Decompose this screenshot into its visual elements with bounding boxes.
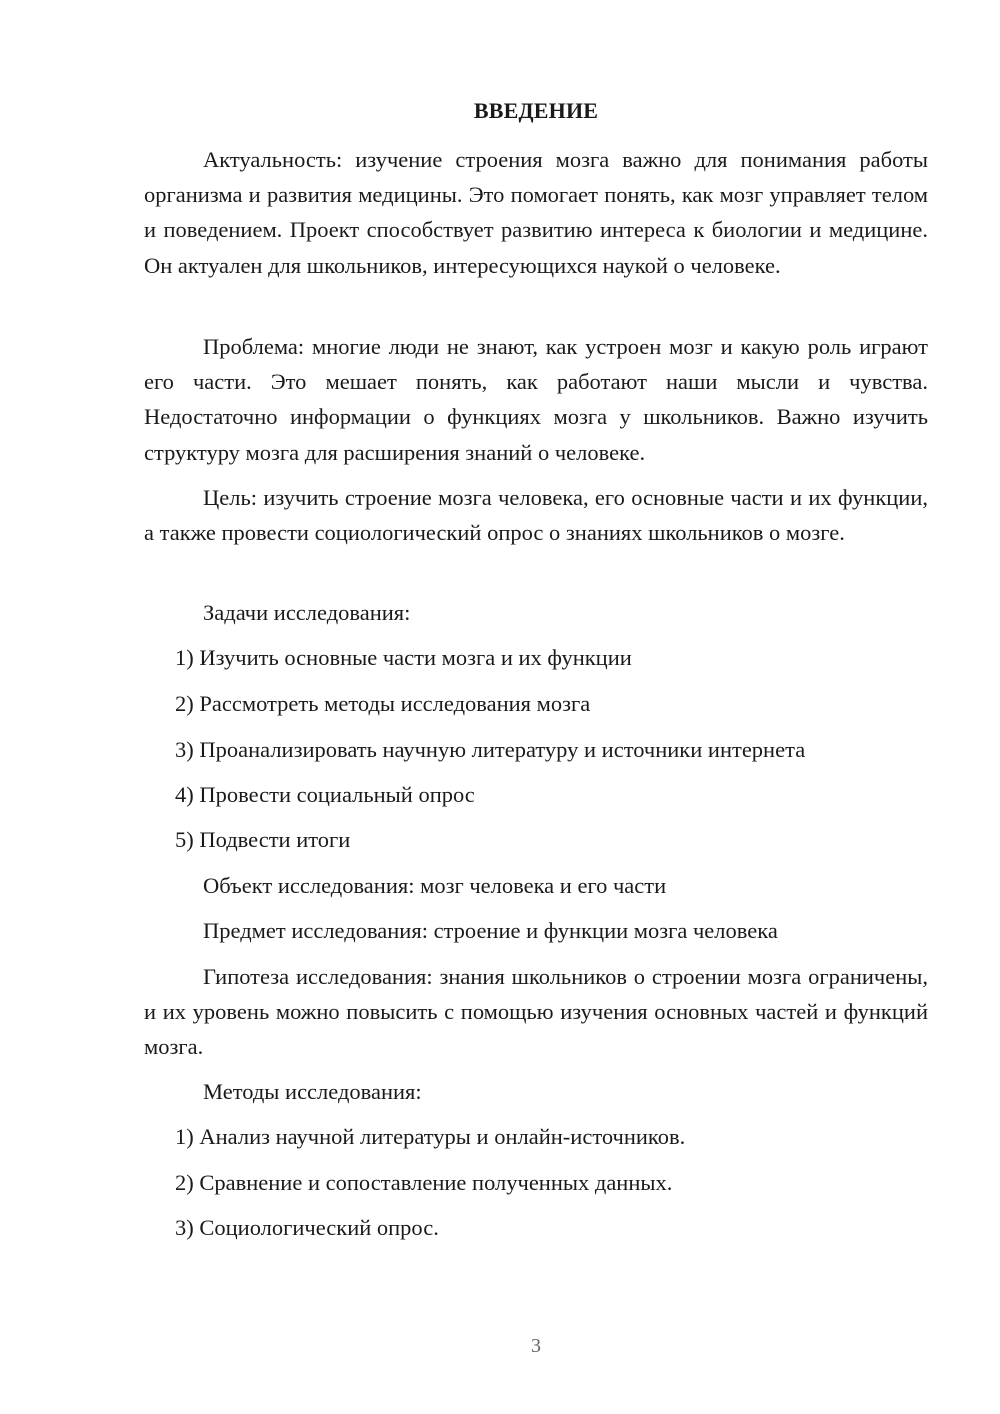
task-item-1: 1) Изучить основные части мозга и их функции: [175, 645, 632, 670]
method-item-1: 1) Анализ научной литературы и онлайн-источников.: [175, 1124, 686, 1149]
task-item-3: 3) Проанализировать научную литературу и источники интернета: [175, 737, 806, 762]
tasks-heading: Задачи исследования:: [203, 600, 411, 625]
research-object: Объект исследования: мозг человека и его части: [203, 873, 667, 898]
method-item-3: 3) Социологический опрос.: [175, 1215, 439, 1240]
task-item-2: 2) Рассмотреть методы исследования мозга: [175, 691, 591, 716]
methods-heading: Методы исследования:: [203, 1079, 422, 1104]
page-title: ВВЕДЕНИЕ: [473, 98, 599, 123]
goal-paragraph: Цель: изучить строение мозга человека, его основные части и их функции, а также провести социологический опрос о знаниях школьников о мозге.: [144, 485, 928, 546]
hypothesis-paragraph: Гипотеза исследования: знания школьников о строении мозга ограничены, и их уровень можно повысить с помощью изучения основных частей и функций мозга.: [144, 964, 928, 1060]
relevance-paragraph: Актуальность: изучение строения мозга важно для понимания работы организма и развития медицины. Это помогает понять, как мозг управляет телом и поведением. Проект способствует развитию интереса к биологии и медицине. Он актуален для школьников, интересующихся наукой о человеке.: [144, 147, 928, 278]
page-number: 3: [531, 1335, 541, 1357]
task-item-5: 5) Подвести итоги: [175, 827, 351, 852]
task-item-4: 4) Провести социальный опрос: [175, 782, 475, 807]
problem-paragraph: Проблема: многие люди не знают, как устроен мозг и какую роль играют его части. Это мешает понять, как работают наши мысли и чувства. Недостаточно информации о функциях мозга у школьников. Важно изучить структуру мозга для расширения знаний о человеке.: [144, 334, 928, 465]
research-subject: Предмет исследования: строение и функции мозга человека: [203, 918, 778, 943]
method-item-2: 2) Сравнение и сопоставление полученных данных.: [175, 1170, 673, 1195]
